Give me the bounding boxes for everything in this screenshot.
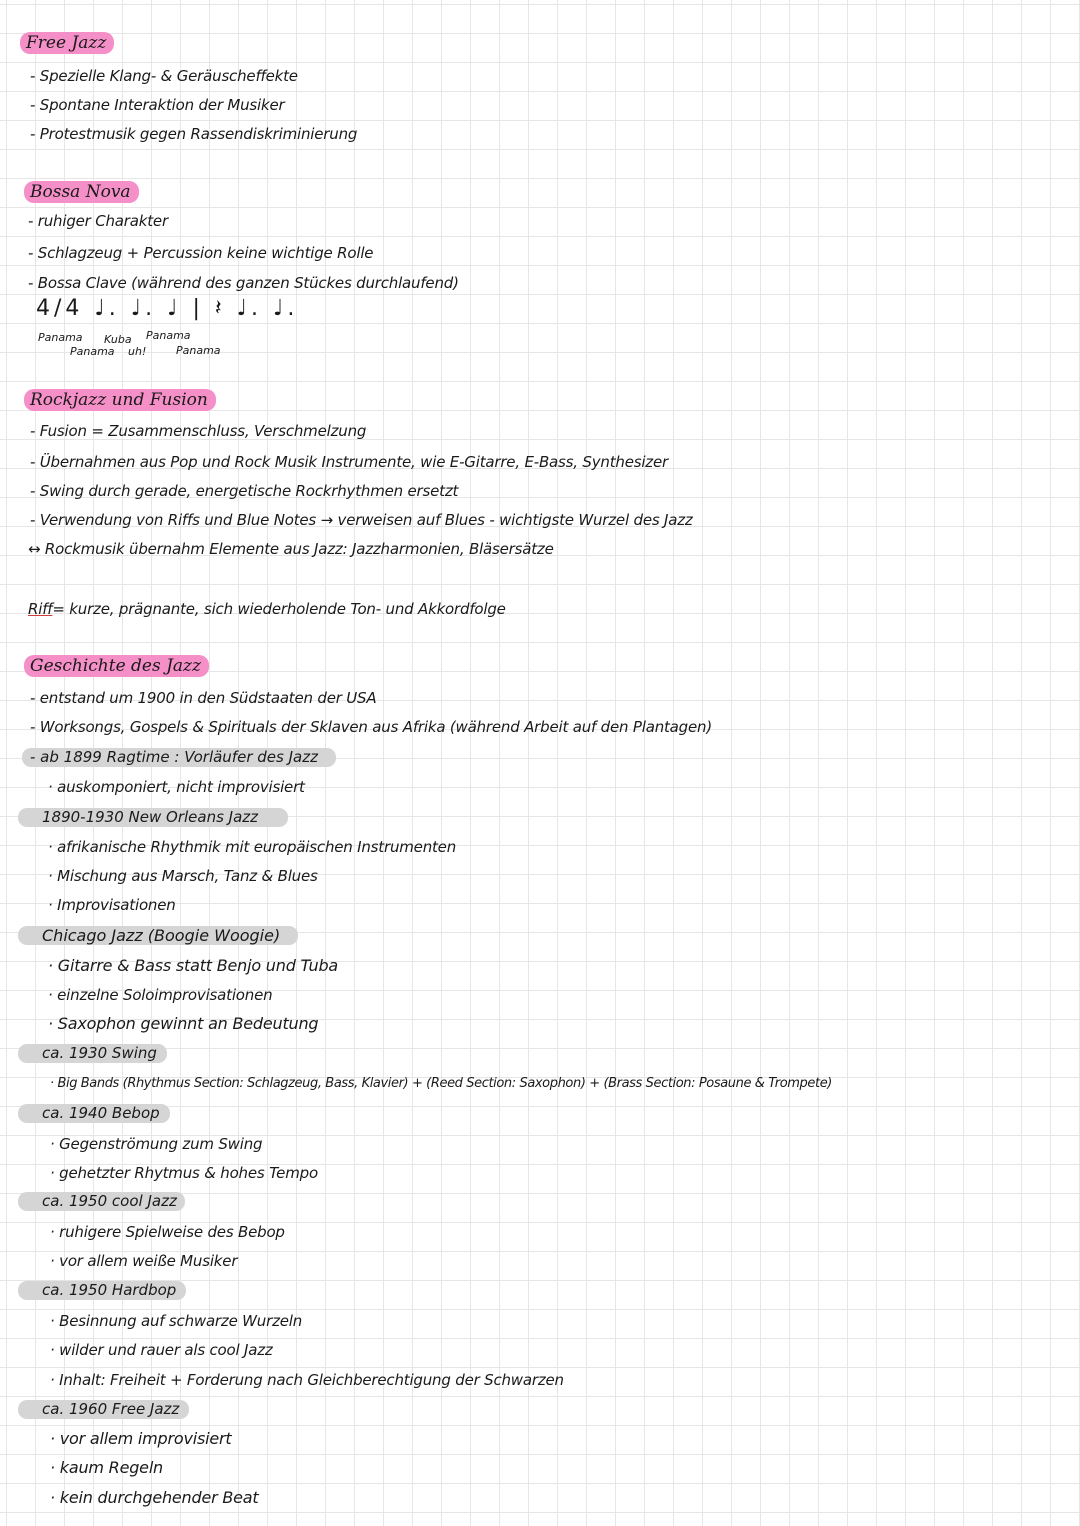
new-orleans-heading: 1890-1930 New Orleans Jazz [18, 808, 288, 827]
bossa-clave-rhythm: 4/4 ♩. ♩. ♩ | 𝄽 ♩. ♩. [36, 296, 299, 321]
chicago-heading: Chicago Jazz (Boogie Woogie) [18, 926, 298, 945]
rockjazz-item-3: - Swing durch gerade, energetische Rockrhythmen ersetzt [30, 482, 459, 500]
riff-definition-text: = kurze, prägnante, sich wiederholende Ton- und Akkordfolge [52, 600, 506, 618]
rockjazz-item-2: - Übernahmen aus Pop und Rock Musik Instrumente, wie E-Gitarre, E-Bass, Synthesizer [30, 453, 668, 471]
riff-term: Riff [28, 600, 53, 618]
riff-definition [28, 599, 506, 619]
bossa-nova-item-3: - Bossa Clave (während des ganzen Stückes durchlaufend) [28, 274, 459, 292]
new-orleans-item-3: · Improvisationen [48, 896, 176, 914]
swing-item-1: · Big Bands (Rhythmus Section: Schlagzeug, Bass, Klavier) + (Reed Section: Saxophon) + (Brass Section: Posaune & Trompete) [50, 1076, 832, 1091]
ragtime-item-1: · auskomponiert, nicht improvisiert [48, 778, 305, 796]
free-jazz-item-1: - Spezielle Klang- & Geräuscheffekte [30, 67, 298, 85]
hardbop-heading: ca. 1950 Hardbop [18, 1281, 186, 1300]
syllable-kuba: Kuba [104, 333, 132, 346]
new-orleans-item-2: · Mischung aus Marsch, Tanz & Blues [48, 867, 318, 885]
bebop-item-1: · Gegenströmung zum Swing [50, 1135, 263, 1153]
free-jazz-item-2: - Spontane Interaktion der Musiker [30, 96, 285, 114]
bossa-nova-item-1: - ruhiger Charakter [28, 212, 168, 230]
ragtime-heading: - ab 1899 Ragtime : Vorläufer des Jazz [22, 748, 336, 767]
syllable-panama-4: Panama [176, 344, 221, 357]
syllable-panama-1: Panama [38, 331, 83, 344]
heading-geschichte-des-jazz: Geschichte des Jazz [24, 655, 209, 677]
chicago-item-3: · Saxophon gewinnt an Bedeutung [48, 1014, 319, 1033]
hardbop-item-2: · wilder und rauer als cool Jazz [50, 1341, 273, 1359]
cool-jazz-item-2: · vor allem weiße Musiker [50, 1252, 238, 1270]
free-jazz-history-item-1: · vor allem improvisiert [50, 1429, 232, 1448]
chicago-item-2: · einzelne Soloimprovisationen [48, 986, 273, 1004]
rockjazz-item-1: - Fusion = Zusammenschluss, Verschmelzung [30, 422, 367, 440]
hardbop-item-3: · Inhalt: Freiheit + Forderung nach Gleichberechtigung der Schwarzen [50, 1371, 564, 1389]
syllable-panama-3: Panama [70, 345, 115, 358]
geschichte-intro-1: - entstand um 1900 in den Südstaaten der USA [30, 689, 377, 707]
heading-free-jazz: Free Jazz [20, 32, 114, 54]
free-jazz-history-item-3: · kein durchgehender Beat [50, 1488, 259, 1507]
heading-bossa-nova: Bossa Nova [24, 181, 139, 203]
syllable-uh: uh! [128, 345, 147, 358]
bossa-nova-item-2: - Schlagzeug + Percussion keine wichtige Rolle [28, 244, 374, 262]
bebop-item-2: · gehetzter Rhytmus & hohes Tempo [50, 1164, 318, 1182]
swing-heading: ca. 1930 Swing [18, 1044, 167, 1063]
bebop-heading: ca. 1940 Bebop [18, 1104, 170, 1123]
rockjazz-item-5: ↔ Rockmusik übernahm Elemente aus Jazz: Jazzharmonien, Bläsersätze [28, 540, 554, 558]
heading-rockjazz-fusion: Rockjazz und Fusion [24, 389, 216, 411]
geschichte-intro-2: - Worksongs, Gospels & Spirituals der Sklaven aus Afrika (während Arbeit auf den Plantagen) [30, 718, 712, 736]
rockjazz-item-4: - Verwendung von Riffs und Blue Notes → verweisen auf Blues - wichtigste Wurzel des Jazz [30, 511, 693, 529]
cool-jazz-item-1: · ruhigere Spielweise des Bebop [50, 1223, 285, 1241]
new-orleans-item-1: · afrikanische Rhythmik mit europäischen Instrumenten [48, 838, 457, 856]
chicago-item-1: · Gitarre & Bass statt Benjo und Tuba [48, 956, 338, 975]
free-jazz-history-item-2: · kaum Regeln [50, 1458, 164, 1477]
free-jazz-history-heading: ca. 1960 Free Jazz [18, 1400, 189, 1419]
syllable-panama-2: Panama [146, 329, 191, 342]
free-jazz-item-3: - Protestmusik gegen Rassendiskriminierung [30, 125, 358, 143]
cool-jazz-heading: ca. 1950 cool Jazz [18, 1192, 185, 1211]
hardbop-item-1: · Besinnung auf schwarze Wurzeln [50, 1312, 303, 1330]
